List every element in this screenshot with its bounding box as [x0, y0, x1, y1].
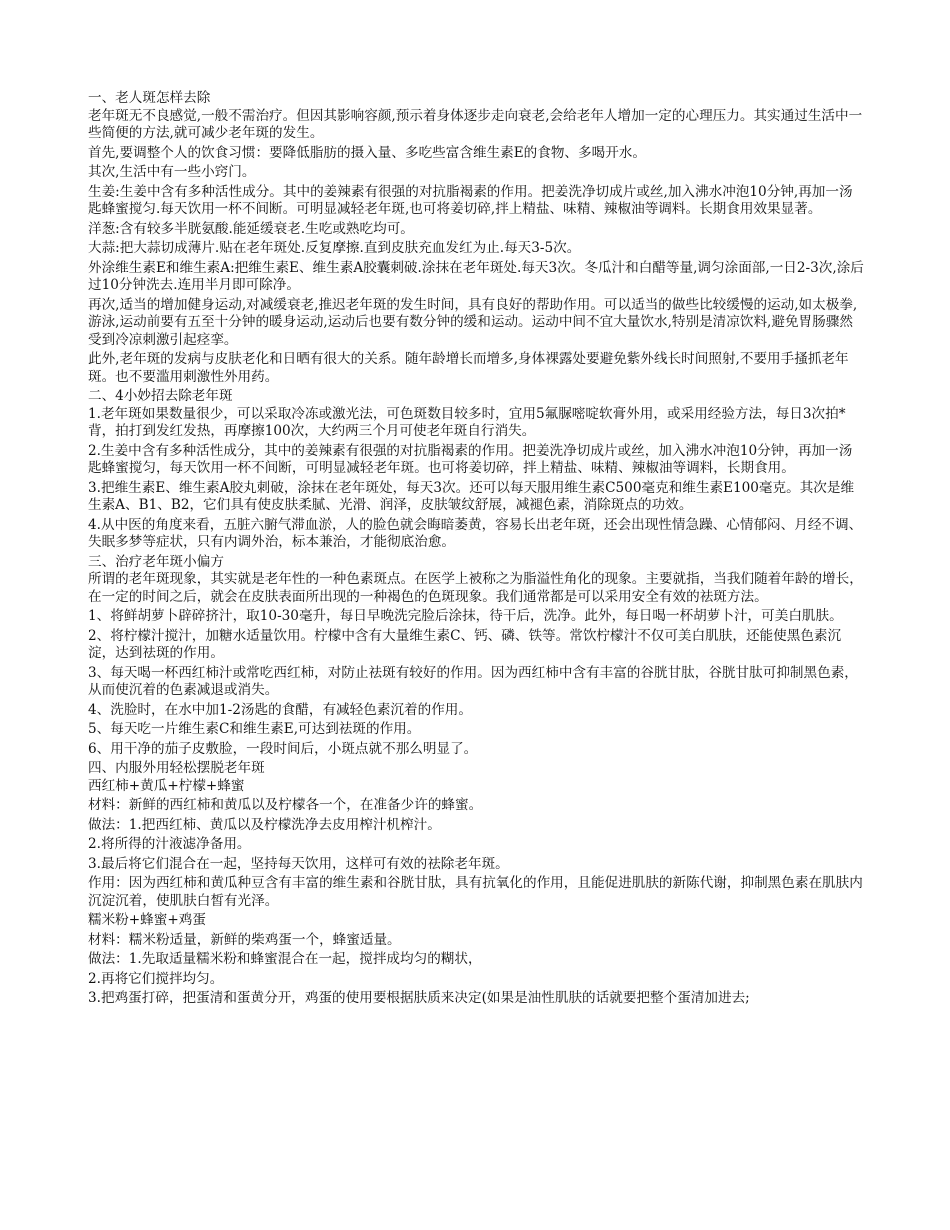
paragraph: 材料：新鲜的西红柿和黄瓜以及柠檬各一个，在准备少许的蜂蜜。	[88, 797, 483, 813]
paragraph: 2.生姜中含有多种活性成分，其中的姜辣素有很强的对抗脂褐素的作用。把姜洗净切成片或丝，加入沸水冲泡10分钟，再加一汤匙蜂蜜搅匀，每天饮用一杯不间断，可明显减轻老年斑。也可将姜切碎，拌上精盐、味精、辣椒油等调料，长期食用。	[88, 442, 853, 476]
section-heading: 三、治疗老年斑小偏方	[88, 553, 224, 570]
paragraph: 5、每天吃一片维生素C和维生素E,可达到祛斑的作用。	[88, 721, 421, 737]
paragraph: 4.从中医的角度来看，五脏六腑气滞血淤，人的脸色就会晦暗萎黄，容易长出老年斑，还会出现性情急躁、心情郁闷、月经不调、失眠多梦等症状，只有内调外治，标本兼治，才能彻底治愈。	[88, 516, 863, 550]
paragraph: 作用：因为西红柿和黄瓜种豆含有丰富的维生素和谷胱甘肽，具有抗氧化的作用，且能促进肌肤的新陈代谢，抑制黑色素在肌肤内沉淀沉着，使肌肤白皙有光泽。	[88, 875, 863, 909]
paragraph: 2、将柠檬汁搅汁，加糖水适量饮用。柠檬中含有大量维生素C、钙、磷、铁等。常饮柠檬汁不仅可美白肌肤，还能使黑色素沉淀，达到祛斑的作用。	[88, 627, 842, 661]
document-body	[88, 90, 864, 1010]
section-heading: 二、4小妙招去除老年斑	[88, 388, 233, 404]
recipe-title: 糯米粉+蜂蜜+鸡蛋	[88, 912, 206, 928]
paragraph: 生姜:生姜中含有多种活性成分。其中的姜辣素有很强的对抗脂褐素的作用。把姜洗净切成片或丝,加入沸水冲泡10分钟,再加一汤匙蜂蜜搅匀.每天饮用一杯不间断。可明显减轻老年斑,也可将姜切碎,拌上精盐、味精、辣椒油等调料。长期食用效果显著。	[88, 183, 853, 217]
paragraph: 3.把鸡蛋打碎，把蛋清和蛋黄分开，鸡蛋的使用要根据肤质来决定(如果是油性肌肤的话就要把整个蛋清加进去;	[88, 990, 750, 1006]
paragraph: 3.最后将它们混合在一起，坚持每天饮用，这样可有效的祛除老年斑。	[88, 855, 509, 872]
paragraph: 大蒜:把大蒜切成薄片.贴在老年斑处.反复摩擦.直到皮肤充血发红为止.每天3-5次。	[88, 240, 581, 256]
paragraph: 1、将鲜胡萝卜辟碎挤汁，取10-30毫升，每日早晚洗完脸后涂抹，待干后，洗净。此外，每日喝一杯胡萝卜汁，可美白肌肤。	[88, 608, 843, 624]
paragraph: 外涂维生素E和维生素A:把维生素E、维生素A胶囊刺破.涂抹在老年斑处.每天3次。冬瓜汁和白醋等量,调匀涂面部,一日2-3次,涂后过10分钟洗去.连用半月即可除净。	[88, 259, 864, 293]
paragraph: 6、用干净的茄子皮敷脸，一段时间后，小斑点就不那么明显了。	[88, 740, 478, 757]
section-heading: 一、老人斑怎样去除	[88, 90, 211, 106]
paragraph: 做法：1.把西红柿、黄瓜以及柠檬洗净去皮用榨汁机榨汁。	[88, 816, 441, 833]
paragraph: 老年斑无不良感觉,一般不需治疗。但因其影响容颜,预示着身体逐步走向衰老,会给老年人增加一定的心理压力。其实通过生活中一些简便的方法,就可减少老年斑的发生。	[88, 107, 863, 141]
paragraph: 做法：1.先取适量糯米粉和蜂蜜混合在一起，搅拌成均匀的糊状，	[88, 951, 482, 967]
paragraph: 3、每天喝一杯西红柿汁或常吃西红柿，对防止祛斑有较好的作用。因为西红柿中含有丰富的谷胱甘肽，谷胱甘肽可抑制黑色素，从而使沉着的色素减退或消失。	[88, 664, 858, 698]
paragraph: 2.再将它们搅拌均匀。	[88, 970, 224, 987]
paragraph: 再次,适当的增加健身运动,对减缓衰老,推迟老年斑的发生时间，具有良好的帮助作用。可以适当的做些比较缓慢的运动,如太极拳,游泳,运动前要有五至十分钟的暖身运动,运动后也要有数分钟的缓和运动。运动中间不宜大量饮水,特别是清凉饮料,避免胃肠骤然受到冷凉刺激引起痉挛。	[88, 296, 858, 348]
paragraph: 4、洗脸时，在水中加1-2汤匙的食醋，有减轻色素沉着的作用。	[88, 701, 472, 718]
paragraph: 2.将所得的汁液滤净备用。	[88, 836, 251, 852]
paragraph: 所谓的老年斑现象，其实就是老年性的一种色素斑点。在医学上被称之为脂溢性角化的现象。主要就指，当我们随着年龄的增长，在一定的时间之后，就会在皮肤表面所出现的一种褐色的色斑现象。我们通常都是可以采用安全有效的祛斑方法。	[88, 571, 863, 605]
section-heading: 四、内服外用轻松摆脱老年斑	[88, 760, 265, 776]
paragraph: 材料：糯米粉适量，新鲜的柴鸡蛋一个，蜂蜜适量。	[88, 931, 401, 948]
recipe-title: 西红柿+黄瓜+柠檬+蜂蜜	[88, 777, 245, 794]
paragraph: 此外,老年斑的发病与皮肤老化和日晒有很大的关系。随年龄增长而增多,身体裸露处要避免紫外线长时间照射,不要用手搔抓老年斑。也不要滥用刺激性外用药。	[88, 351, 849, 385]
paragraph: 洋葱:含有较多半胱氨酸.能延缓衰老.生吃或熟吃均可。	[88, 220, 414, 237]
paragraph: 首先,要调整个人的饮食习惯：要降低脂肪的摄入量、多吃些富含维生素E的食物、多喝开水。	[88, 144, 646, 161]
paragraph: 1.老年斑如果数量很少，可以采取冷冻或激光法，可色斑数目较多时，宜用5氟脲嘧啶软膏外用，或采用经验方法，每日3次拍*背，拍打到发红发热，再摩擦100次，大约两三个月可使老年斑自行消失。	[88, 405, 846, 439]
paragraph: 其次,生活中有一些小窍门。	[88, 164, 256, 180]
paragraph: 3.把维生素E、维生素A胶丸刺破，涂抹在老年斑处，每天3次。还可以每天服用维生素C500毫克和维生素E100毫克。其次是维生素A、B1、B2，它们具有使皮肤柔腻、光滑、润泽，皮肤皱纹舒展，减褪色素，消除斑点的功效。	[88, 479, 855, 513]
